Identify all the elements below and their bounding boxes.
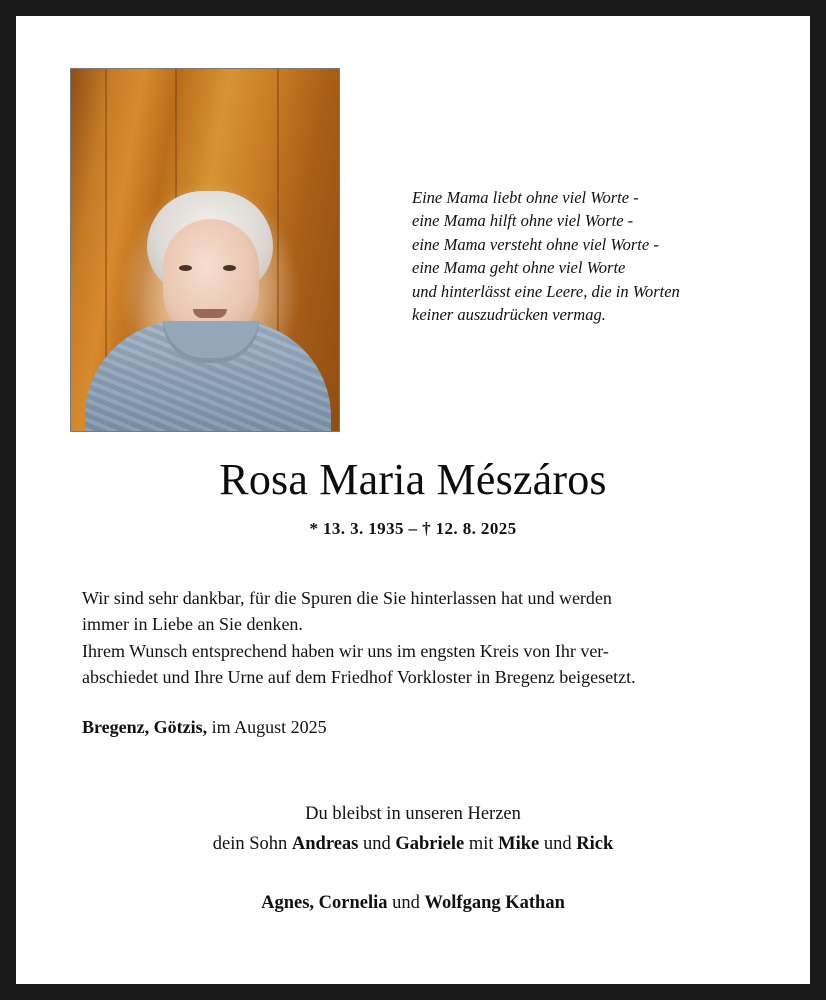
family-line (16, 830, 810, 859)
deceased-name: Rosa Maria Mészáros (219, 455, 607, 504)
family-child-1: Mike (498, 834, 540, 855)
body-line-4: abschiedet und Ihre Urne auf dem Friedhof Vorkloster in Bregenz beigesetzt. (82, 667, 636, 688)
family-partner: Gabriele (395, 834, 465, 855)
eye-left (179, 265, 192, 271)
family-conj-2: mit (464, 834, 499, 855)
birth-death-dates: * 13. 3. 1935 – † 12. 8. 2025 (309, 519, 517, 538)
body-line-2: immer in Liebe an Sie denken. (82, 614, 303, 635)
kathan-last: Wolfgang Kathan (424, 893, 565, 914)
verse-line-6: keiner auszudrücken vermag. (412, 305, 606, 325)
family-conj-3: und (539, 834, 577, 855)
top-section (16, 16, 810, 436)
body-line-1: Wir sind sehr dankbar, für die Spuren die Sie hinterlassen hat und werden (82, 588, 612, 608)
closing-line: Du bleibst in unseren Herzen (305, 803, 521, 824)
kathan-family-line (16, 889, 810, 918)
mouth-shape (193, 309, 227, 318)
verse-line-5: und hinterlässt eine Leere, die in Worten (412, 281, 680, 301)
verse-line-4: eine Mama geht ohne viel Worte (412, 258, 626, 278)
kathan-names: Agnes, Cornelia (261, 893, 388, 914)
place-date: im August 2025 (207, 716, 327, 737)
face-shape (163, 219, 259, 337)
body-line-3: Ihrem Wunsch entsprechend haben wir uns im engsten Kreis von Ihr ver- (82, 640, 609, 661)
family-conj-1: und (358, 834, 396, 855)
family-child-2: Rick (576, 834, 614, 855)
notice-inner (16, 16, 810, 984)
family-son: Andreas (291, 834, 359, 855)
verse-line-3: eine Mama versteht ohne viel Worte - (412, 234, 659, 254)
eye-right (223, 265, 236, 271)
verse-line-2: eine Mama hilft ohne viel Worte - (412, 211, 634, 231)
place-towns: Bregenz, Götzis, (82, 716, 208, 737)
memorial-verse (412, 186, 772, 327)
place-and-date (82, 717, 744, 738)
portrait-photo (70, 68, 340, 432)
closing-section (16, 800, 810, 918)
family-prefix: dein Sohn (212, 834, 292, 855)
verse-line-1: Eine Mama liebt ohne viel Worte - (412, 188, 639, 207)
notice-body (82, 585, 744, 691)
kathan-conj: und (387, 893, 425, 914)
